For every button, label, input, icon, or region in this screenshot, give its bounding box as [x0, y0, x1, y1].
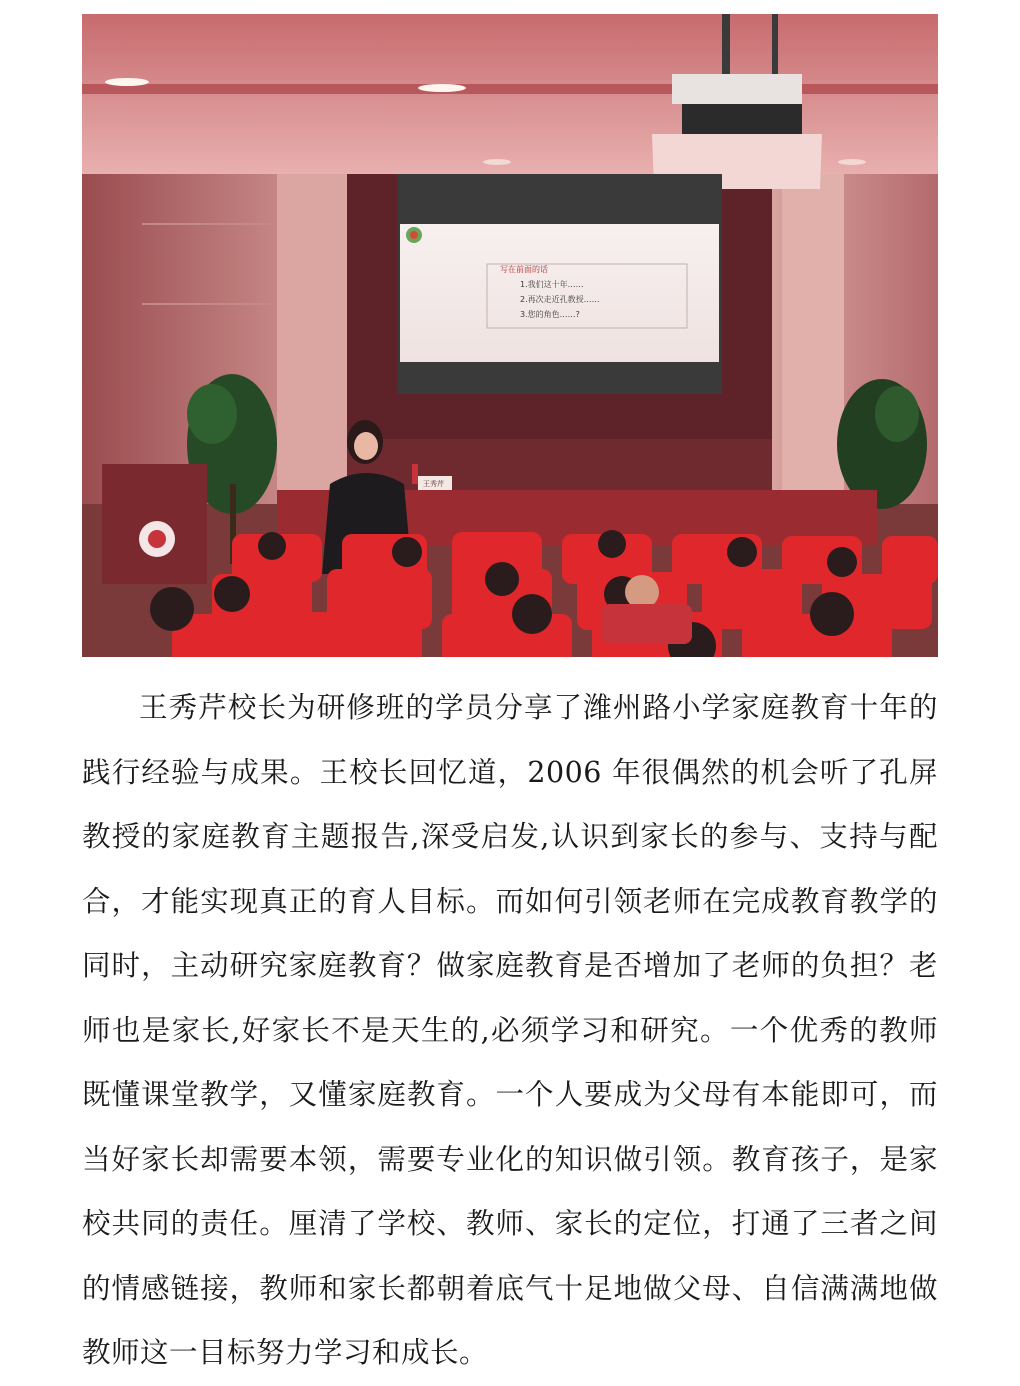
nameplate-text: 王秀芹 — [423, 480, 444, 488]
slide-item: 1.我们这十年…… — [520, 280, 584, 289]
lecture-hall-illustration — [82, 14, 938, 657]
slide-item: 2.再次走近孔教授…… — [520, 295, 600, 304]
slide-item: 3.您的角色……? — [520, 310, 580, 319]
slide-heading: 写在前面的话 — [500, 265, 548, 274]
lecture-photo — [82, 14, 938, 657]
article-paragraph: 王秀芹校长为研修班的学员分享了潍州路小学家庭教育十年的践行经验与成果。王校长回忆道，2006 年很偶然的机会听了孔屏教授的家庭教育主题报告,深受启发,认识到家长的参与、支持与配合，才能实现真正的育人目标。而如何引领老师在完成教育教学的同时，主动研究家庭教育？做家庭教育是否增加了老师的负担？老师也是家长,好家长不是天生的,必须学习和研究。一个优秀的教师既懂课堂教学，又懂家庭教育。一个人要成为父母有本能即可，而当好家长却需要本领，需要专业化的知识做引领。教育孩子，是家校共同的责任。厘清了学校、教师、家长的定位，打通了三者之间的情感链接，教师和家长都朝着底气十足地做父母、自信满满地做教师这一目标努力学习和成长。 — [82, 691, 938, 1369]
